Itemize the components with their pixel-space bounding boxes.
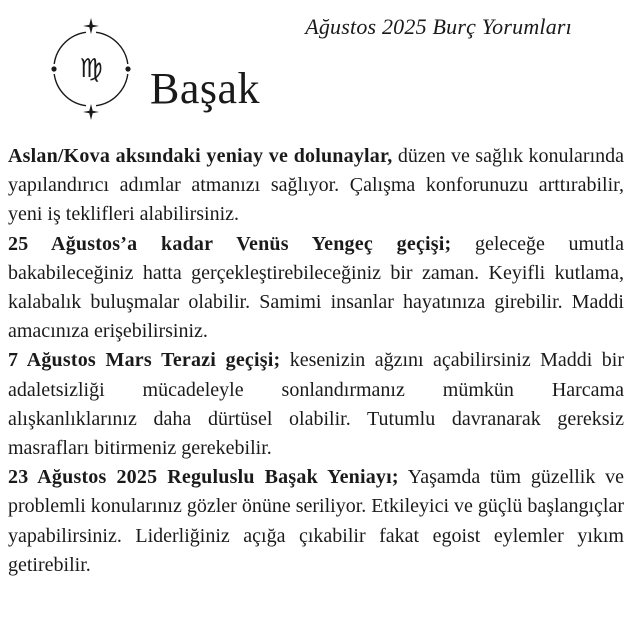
paragraph-body: Yaşamda tüm güzellik ve problemli konularınız gözler önüne seriliyor. Etkileyici ve güçlü başlangıçlar yapabilirsiniz. Liderliğiniz açığa çıkabilir fakat egoist eylemler yıkım getirebilir. [8,466,625,576]
paragraph-body: geleceğe umutla bakabileceğiniz hatta gerçekleştirebileceğiniz bir zaman. Keyifli kutlama, kalabalık buluşmalar olabilir. Samimi insanlar hayatınıza girebilir. Maddi amacınıza erişebilirsiniz. [8,232,624,343]
paragraph [8,463,624,580]
virgo-symbol: ♍ [79,54,103,84]
paragraph-body: kesenizin ağzını açabilirsiniz Maddi bir adaletsizliği mücadeleyle sonlandırmanız mümkün Harcama alışkanlıklarınız daha dürtüsel olabilir. Tutumlu davranarak gereksiz masrafları bitirmeniz gerekebilir. [8,349,624,460]
horoscope-body [8,142,624,580]
paragraph [8,142,624,230]
paragraph [8,346,624,463]
paragraph-lead: 7 Ağustos Mars Terazi geçişi; [8,349,281,372]
paragraph-lead: Aslan/Kova aksındaki yeniay ve dolunaylar, [8,145,393,167]
paragraph-lead: 23 Ağustos 2025 Regulu​slu Başak Yeniayı; [8,466,399,489]
zodiac-emblem-icon [40,14,142,124]
paragraph-lead: 25 Ağustos’a kadar Venüs Yengeç geçişi; [8,232,452,255]
paragraph [8,230,624,347]
month-title: Ağustos 2025 Burç Yorumları [305,14,572,39]
paragraph-body: düzen ve sağlık konularında yapılandırıcı adımlar atmanızı sağlıyor. Çalışma konforunuzu arttırabilir, yeni iş teklifleri alabilirsiniz. [8,145,625,226]
sign-name: Başak [150,64,261,113]
